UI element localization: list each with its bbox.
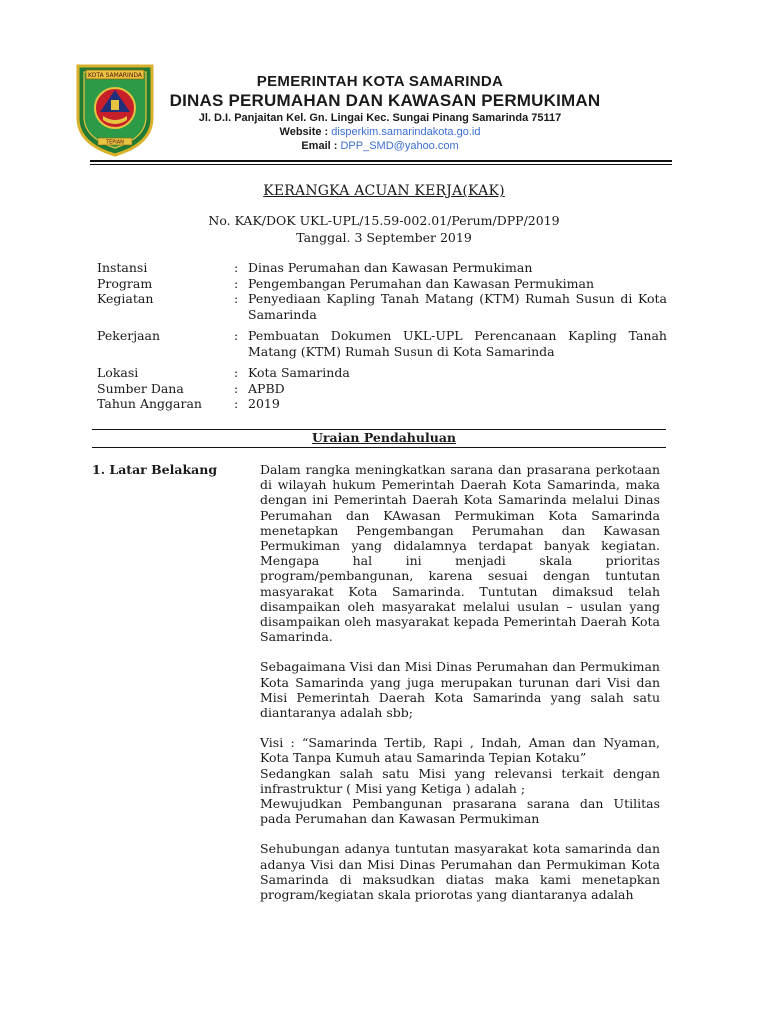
info-row-program: [97, 276, 667, 292]
info-colon: :: [234, 328, 239, 343]
paragraph: Dalam rangka meningkatkan sarana dan prasarana perkotaan di wilayah hukum Pemerintah Daerah Kota Samarinda, maka dengan ini Pemerintah Daerah Kota Samarinda melalui Dinas Perumahan dan KAwasan Permukiman Kota Samarinda menetapkan Pengembangan Perumahan dan Kawasan Permukiman yang didalamnya terdapat banyak kegiatan. Mengapa hal ini menjadi skala prioritas program/pembangunan, karena sesuai dengan tuntutan masyarakat Kota Samarinda. Tuntutan dimaksud telah disampaikan oleh masyarakat melalui usulan – usulan yang disampaikan oleh masyarakat kepada Pemerintah Daerah Kota Samarinda.: [260, 462, 660, 645]
section-divider-bottom: [92, 447, 666, 448]
info-value: 2019: [248, 396, 280, 411]
website-label: Website :: [279, 126, 329, 138]
city-emblem-logo: [70, 60, 160, 158]
org-government-name: PEMERINTAH KOTA SAMARINDA: [256, 73, 504, 90]
info-label: Instansi: [97, 260, 148, 275]
info-row-kegiatan: [97, 291, 667, 322]
org-address: Jl. D.I. Panjaitan Kel. Gn. Lingai Kec. Sungai Pinang Samarinda 75117: [198, 112, 562, 124]
info-colon: :: [234, 275, 239, 291]
info-label: Pekerjaan: [97, 328, 161, 343]
logo-top-text: KOTA SAMARINDA: [88, 72, 142, 79]
email-link[interactable]: DPP_SMD@yahoo.com: [340, 140, 459, 152]
info-row-pekerjaan: [97, 328, 667, 359]
letterhead-divider-thick: [90, 160, 672, 162]
paragraph: Sedangkan salah satu Misi yang relevansi terkait dengan infrastruktur ( Misi yang Ketiga ) adalah ;: [260, 765, 660, 796]
info-label: Program: [97, 275, 153, 291]
section-body: [260, 462, 660, 902]
info-label: Tahun Anggaran: [97, 396, 202, 411]
logo-bottom-text: TEPIAN: [106, 139, 124, 146]
info-label: Kegiatan: [97, 291, 154, 306]
info-value: Pengembangan Perumahan dan Kawasan Permukiman: [248, 275, 595, 291]
section-item-label: 1. Latar Belakang: [92, 462, 218, 477]
info-colon: :: [234, 291, 239, 306]
org-website-line: [160, 126, 600, 138]
info-label: Lokasi: [97, 365, 139, 380]
info-row-tahun-anggaran: [97, 396, 667, 412]
info-colon: :: [234, 380, 239, 396]
info-row-instansi: [97, 260, 667, 276]
info-colon: :: [234, 365, 239, 380]
letterhead-divider-thin: [90, 164, 672, 165]
document-number: No. KAK/DOK UKL-UPL/15.59-002.01/Perum/DPP/2019: [208, 213, 560, 228]
info-colon: :: [234, 396, 239, 411]
info-row-sumber-dana: [97, 381, 667, 397]
info-row-lokasi: [97, 365, 667, 381]
info-value: Dinas Perumahan dan Kawasan Permukiman: [248, 260, 533, 275]
website-link[interactable]: disperkim.samarindakota.go.id: [331, 126, 481, 138]
info-value: Pembuatan Dokumen UKL-UPL Perencanaan Kapling Tanah Matang (KTM) Rumah Susun di Kota Samarinda: [248, 328, 667, 359]
org-email-line: [160, 140, 600, 152]
org-department-name: DINAS PERUMAHAN DAN KAWASAN PERMUKIMAN: [169, 91, 601, 110]
document-date: Tanggal. 3 September 2019: [296, 230, 472, 245]
info-label: Sumber Dana: [97, 380, 184, 396]
email-label: Email :: [301, 140, 338, 152]
info-colon: :: [234, 260, 239, 275]
paragraph: Sehubungan adanya tuntutan masyarakat kota samarinda dan adanya Visi dan Misi Dinas Perumahan dan Permukiman Kota Samarinda di maksudkan diatas maka kami menetapkan program/kegiatan skala priorotas yang diantaranya adalah: [260, 841, 660, 903]
section-title: Uraian Pendahuluan: [311, 430, 457, 445]
paragraph: Visi : “Samarinda Tertib, Rapi , Indah, Aman dan Nyaman, Kota Tanpa Kumuh atau Samarinda Tepian Kotaku”: [260, 735, 660, 766]
info-value: APBD: [248, 380, 285, 396]
info-table: [97, 260, 667, 412]
document-title: KERANGKA ACUAN KERJA(KAK): [263, 183, 505, 199]
paragraph: Sebagaimana Visi dan Misi Dinas Perumahan dan Permukiman Kota Samarinda yang juga merupakan turunan dari Visi dan Misi Pemerintah Daerah Kota Samarinda yang salah satu diantaranya adalah sbb;: [260, 659, 660, 721]
info-value: Kota Samarinda: [248, 365, 350, 380]
info-value: Penyediaan Kapling Tanah Matang (KTM) Rumah Susun di Kota Samarinda: [248, 291, 667, 322]
paragraph: Mewujudkan Pembangunan prasarana sarana dan Utilitas pada Perumahan dan Kawasan Permukiman: [260, 796, 660, 827]
